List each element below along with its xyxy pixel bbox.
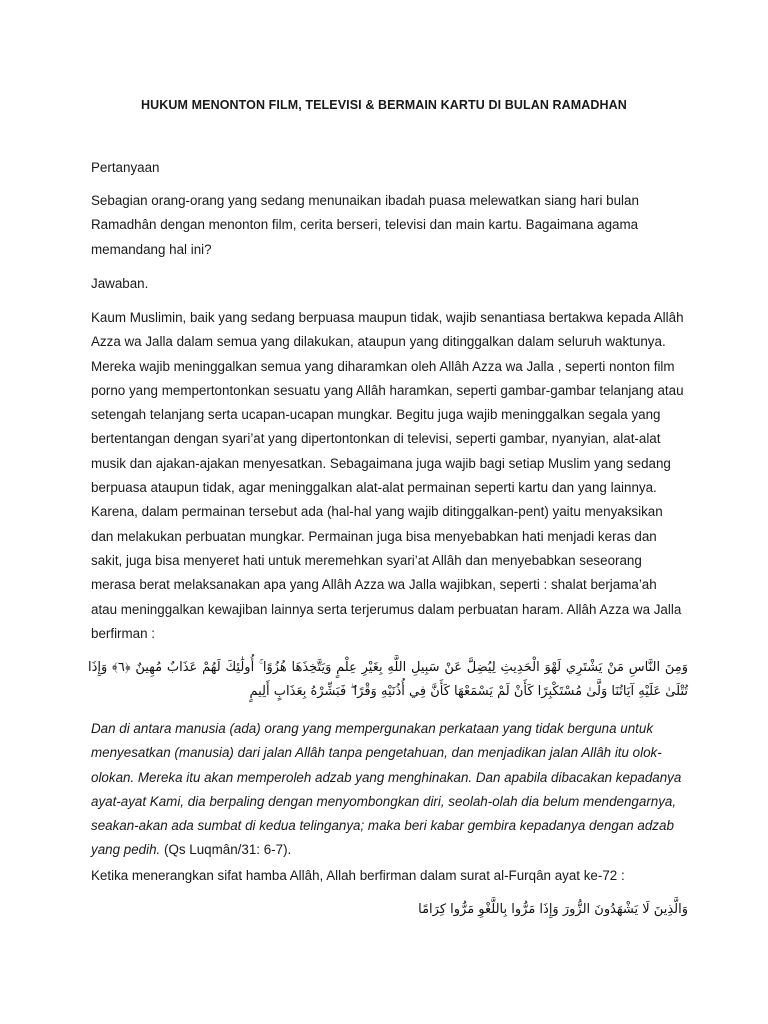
answer-heading: Jawaban. [91, 276, 149, 291]
answer-paragraph: Kaum Muslimin, baik yang sedang berpuasa maupun tidak, wajib senantiasa bertakwa kepada Allâh Azza wa Jalla dalam semua yang dilakukan, ataupun yang ditinggalkan dalam seluruh waktunya. Mereka wajib meninggalkan semua yang diharamkan oleh Allâh Azza wa Jalla , seperti nonton film porno yang mempertontonkan sesuatu yang Allâh haramkan, seperti gambar-gambar telanjang atau setengah telanjang serta ucapan-ucapan mungkar. Begitu juga wajib meninggalkan segala yang bertentangan dengan syari’at yang dipertontonkan di televisi, seperti gambar, nyanyian, alat-alat musik dan ajakan-ajakan menyesatkan. Sebagaimana juga wajib bagi setiap Muslim yang sedang berpuasa ataupun tidak, agar meninggalkan alat-alat permainan seperti kartu dan yang lainnya. Karena, dalam permainan tersebut ada (hal-hal yang wajib ditinggalkan-pent) yaitu menyaksikan dan melakukan perbuatan mungkar. Permainan juga bisa menyebabkan hati menjadi keras dan sakit, juga bisa menyeret hati untuk meremehkan syari’at Allâh dan menyebabkan seseorang merasa berat melaksanakan apa yang Allâh Azza wa Jalla wajibkan, seperti : shalat berjama’ah atau meninggalkan kewajiban lainnya serta terjerumus dalam perbuatan haram. Allâh Azza wa Jalla berfirman : [91, 310, 684, 641]
verse-translation [91, 717, 686, 863]
arabic-verse-luqman: وَمِنَ النَّاسِ مَنْ يَشْتَرِي لَهْوَ الْحَدِيثِ لِيُضِلَّ عَنْ سَبِيلِ اللَّهِ بِغَيْرِ عِلْمٍ وَيَتَّخِذَهَا هُزُوًا ۚ أُولَٰئِكَ لَهُمْ عَذَابٌ مُهِينٌ ﴿٦﴾ وَإِذَا تُتْلَىٰ عَلَيْهِ آيَاتُنَا وَلَّىٰ مُسْتَكْبِرًا كَأَنْ لَمْ يَسْمَعْهَا كَأَنَّ فِي أُذُنَيْهِ وَقْرًا ۖ فَبَشِّرْهُ بِعَذَابٍ أَلِيمٍ [88, 660, 688, 699]
arabic-verse-furqan: وَالَّذِينَ لَا يَشْهَدُونَ الزُّورَ وَإِذَا مَرُّوا بِاللَّغْوِ مَرُّوا كِرَامًا [418, 902, 688, 917]
furqan-intro: Ketika menerangkan sifat hamba Allâh, Allah berfirman dalam surat al-Furqân ayat ke-72 : [91, 868, 625, 883]
translation-reference: (Qs Luqmân/31: 6-7). [163, 842, 292, 858]
question-heading: Pertanyaan [91, 160, 160, 175]
document-title: HUKUM MENONTON FILM, TELEVISI & BERMAIN KARTU DI BULAN RAMADHAN [141, 98, 627, 112]
translation-text: Dan di antara manusia (ada) orang yang mempergunakan perkataan yang tidak berguna untuk menyesatkan (manusia) dari jalan Allâh tanpa pengetahuan, dan menjadikan jalan Allâh itu olok-olokan. Mereka itu akan memperoleh adzab yang menghinakan. Dan apabila dibacakan kepadanya ayat-ayat Kami, dia berpaling dengan menyombongkan diri, seolah-olah dia belum mendengarnya, seakan-akan ada sumbat di kedua telinganya; maka beri kabar gembira kepadanya dengan adzab yang pedih. [91, 721, 682, 858]
question-paragraph: Sebagian orang-orang yang sedang menunaikan ibadah puasa melewatkan siang hari bulan Ramadhân dengan menonton film, cerita berseri, televisi dan main kartu. Bagaimana agama memandang hal ini? [91, 193, 639, 257]
